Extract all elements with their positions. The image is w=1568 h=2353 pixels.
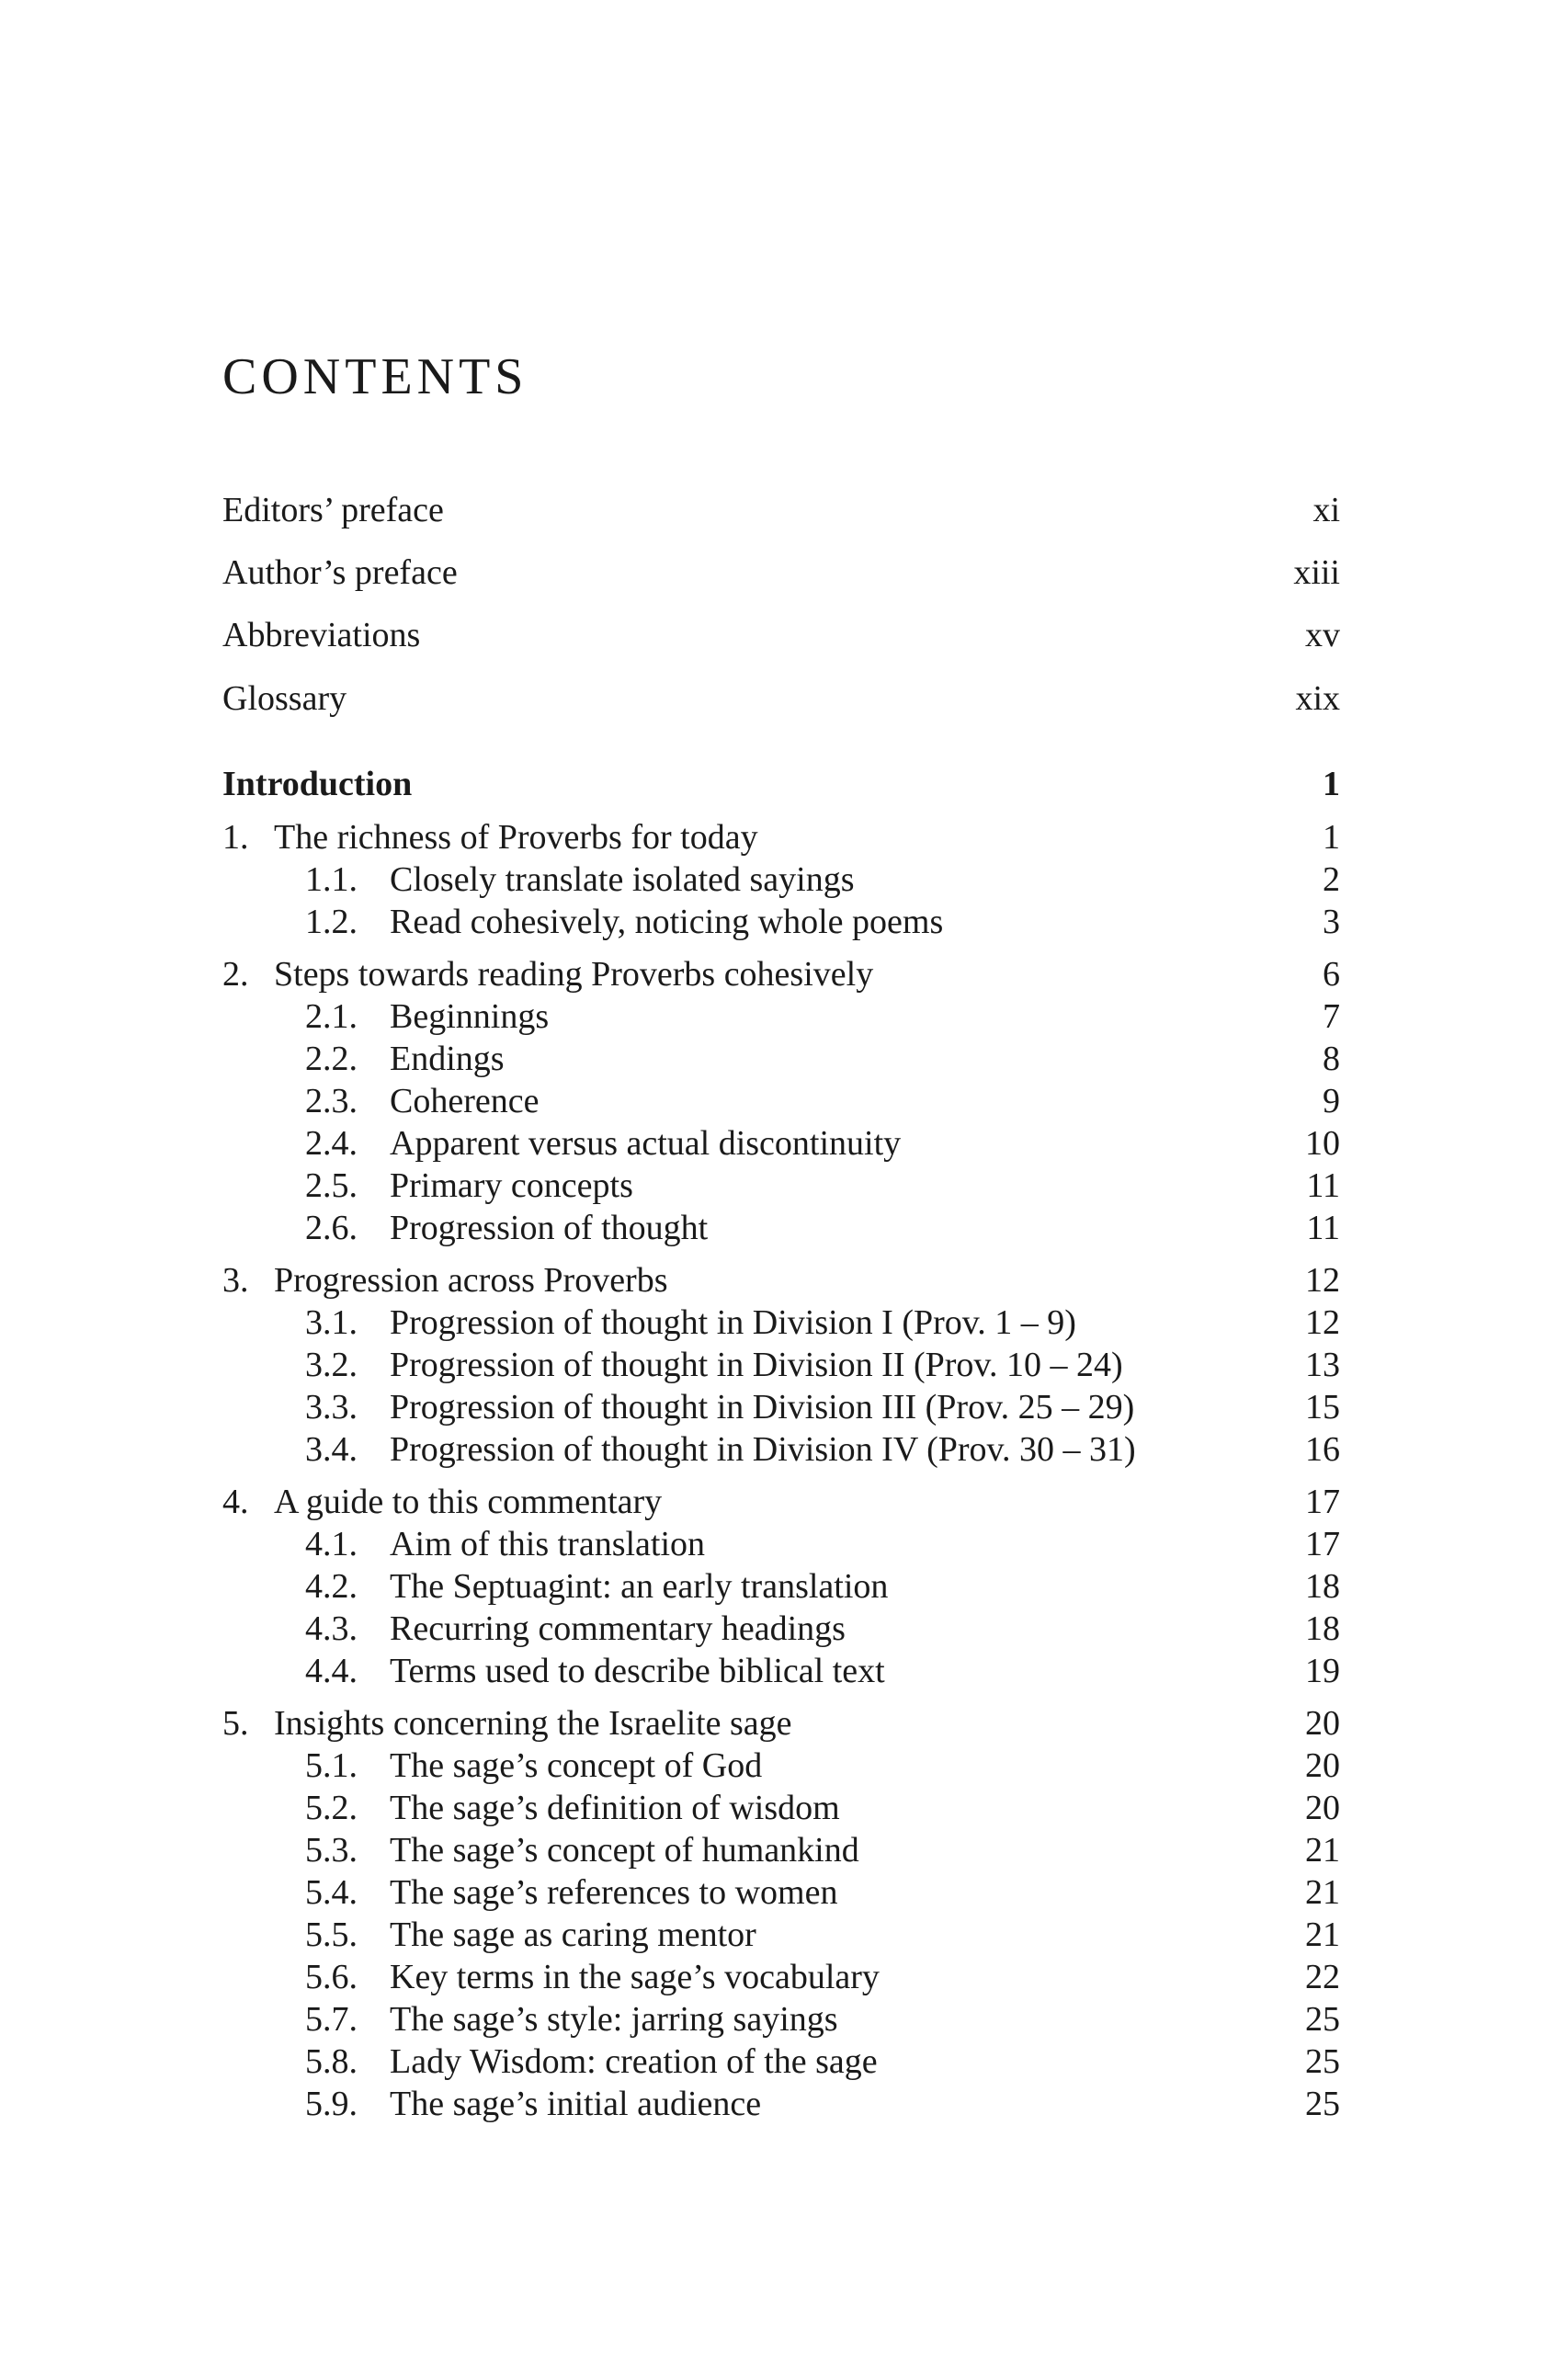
toc-page-number: 18 [1305, 1609, 1340, 1648]
toc-number: 2.4. [305, 1124, 358, 1163]
toc-label: Endings [390, 1040, 505, 1078]
toc-label: Introduction [222, 765, 413, 803]
page-title: CONTENTS [222, 348, 528, 405]
toc-number: 4. [222, 1483, 249, 1521]
toc-number: 2.1. [305, 997, 358, 1036]
toc-label: Primary concepts [390, 1166, 633, 1205]
toc-number: 2.6. [305, 1209, 358, 1247]
toc-page-number: 3 [1323, 903, 1340, 941]
toc-label: Recurring commentary headings [390, 1609, 846, 1648]
toc-number: 5.1. [305, 1746, 358, 1785]
toc-page-number: 25 [1305, 2042, 1340, 2081]
toc-label: Progression of thought [390, 1209, 709, 1247]
toc-label: Coherence [390, 1082, 540, 1120]
toc-number: 5.7. [305, 2000, 358, 2039]
toc-number: 2. [222, 955, 249, 994]
toc-page-number: xix [1295, 679, 1340, 718]
toc-page-number: 20 [1305, 1789, 1340, 1827]
toc-page-number: 9 [1323, 1082, 1340, 1120]
toc-label: The Septuagint: an early translation [390, 1567, 889, 1606]
toc-label: A guide to this commentary [274, 1483, 663, 1521]
toc-number: 5. [222, 1704, 249, 1743]
toc-label: Apparent versus actual discontinuity [390, 1124, 902, 1163]
toc-label: The sage’s references to women [390, 1873, 838, 1912]
toc-number: 3.2. [305, 1346, 358, 1384]
toc-label: Key terms in the sage’s vocabulary [390, 1958, 880, 1996]
toc-page-number: 8 [1323, 1040, 1340, 1078]
toc-page-number: 25 [1305, 2000, 1340, 2039]
toc-label: Progression of thought in Division I (Prov. 1 – 9) [390, 1303, 1076, 1342]
toc-label: The richness of Proverbs for today [274, 818, 758, 857]
toc-label: The sage’s initial audience [390, 2085, 762, 2123]
toc-label: Author’s preface [222, 553, 458, 592]
toc-label: Beginnings [390, 997, 550, 1036]
toc-page-number: 22 [1305, 1958, 1340, 1996]
toc-number: 5.8. [305, 2042, 358, 2081]
toc-label: Insights concerning the Israelite sage [274, 1704, 792, 1743]
toc-label: Progression of thought in Division IV (Prov. 30 – 31) [390, 1430, 1136, 1469]
toc-label: Terms used to describe biblical text [390, 1652, 885, 1690]
toc-label: The sage’s style: jarring sayings [390, 2000, 838, 2039]
toc-number: 2.3. [305, 1082, 358, 1120]
toc-page-number: 20 [1305, 1704, 1340, 1743]
toc-label: Steps towards reading Proverbs cohesively [274, 955, 874, 994]
toc-label: Abbreviations [222, 616, 421, 654]
toc-page-number: 1 [1323, 818, 1340, 857]
toc-number: 4.1. [305, 1525, 358, 1563]
toc-page-number: 21 [1305, 1831, 1340, 1870]
toc-label: The sage’s concept of God [390, 1746, 763, 1785]
toc-label: Glossary [222, 679, 347, 718]
toc-number: 3.3. [305, 1388, 358, 1427]
toc-page-number: 17 [1305, 1483, 1340, 1521]
toc-page-number: 7 [1323, 997, 1340, 1036]
toc-page-number: xi [1312, 491, 1340, 529]
toc-number: 5.2. [305, 1789, 358, 1827]
toc-label: Progression across Proverbs [274, 1261, 668, 1300]
toc-number: 2.2. [305, 1040, 358, 1078]
toc-number: 5.9. [305, 2085, 358, 2123]
toc-number: 4.3. [305, 1609, 358, 1648]
toc-label: The sage’s definition of wisdom [390, 1789, 840, 1827]
toc-page-number: 21 [1305, 1873, 1340, 1912]
toc-page-number: 13 [1305, 1346, 1340, 1384]
toc-page-number: 10 [1305, 1124, 1340, 1163]
toc-label: Progression of thought in Division II (Prov. 10 – 24) [390, 1346, 1123, 1384]
toc-page-number: 11 [1306, 1166, 1340, 1205]
toc-page-number: 12 [1305, 1303, 1340, 1342]
toc-page-number: 17 [1305, 1525, 1340, 1563]
toc-number: 3.4. [305, 1430, 358, 1469]
toc-label: Read cohesively, noticing whole poems [390, 903, 944, 941]
toc-page-number: 19 [1305, 1652, 1340, 1690]
toc-page-number: 12 [1305, 1261, 1340, 1300]
toc-label: Progression of thought in Division III (Prov. 25 – 29) [390, 1388, 1135, 1427]
toc-number: 3. [222, 1261, 249, 1300]
toc-page-number: 18 [1305, 1567, 1340, 1606]
toc-page-number: xiii [1293, 553, 1340, 592]
toc-number: 3.1. [305, 1303, 358, 1342]
toc-page-number: 15 [1305, 1388, 1340, 1427]
toc-label: Editors’ preface [222, 491, 444, 529]
toc-label: Aim of this translation [390, 1525, 706, 1563]
toc-label: The sage’s concept of humankind [390, 1831, 859, 1870]
toc-number: 4.2. [305, 1567, 358, 1606]
toc-number: 5.6. [305, 1958, 358, 1996]
toc-number: 2.5. [305, 1166, 358, 1205]
toc-page-number: 20 [1305, 1746, 1340, 1785]
toc-page-number: 2 [1323, 860, 1340, 899]
toc-number: 5.3. [305, 1831, 358, 1870]
toc-page-number: 16 [1305, 1430, 1340, 1469]
toc-page-number: 1 [1323, 765, 1340, 803]
toc-number: 1.1. [305, 860, 358, 899]
toc-number: 1. [222, 818, 249, 857]
toc-number: 1.2. [305, 903, 358, 941]
toc-number: 5.4. [305, 1873, 358, 1912]
toc-number: 4.4. [305, 1652, 358, 1690]
toc-number: 5.5. [305, 1915, 358, 1954]
toc-label: The sage as caring mentor [390, 1915, 756, 1954]
toc-page-number: xv [1305, 616, 1340, 654]
toc-page-number: 6 [1323, 955, 1340, 994]
toc-page-number: 21 [1305, 1915, 1340, 1954]
toc-label: Lady Wisdom: creation of the sage [390, 2042, 878, 2081]
toc-label: Closely translate isolated sayings [390, 860, 855, 899]
toc-page-number: 11 [1306, 1209, 1340, 1247]
toc-page-number: 25 [1305, 2085, 1340, 2123]
